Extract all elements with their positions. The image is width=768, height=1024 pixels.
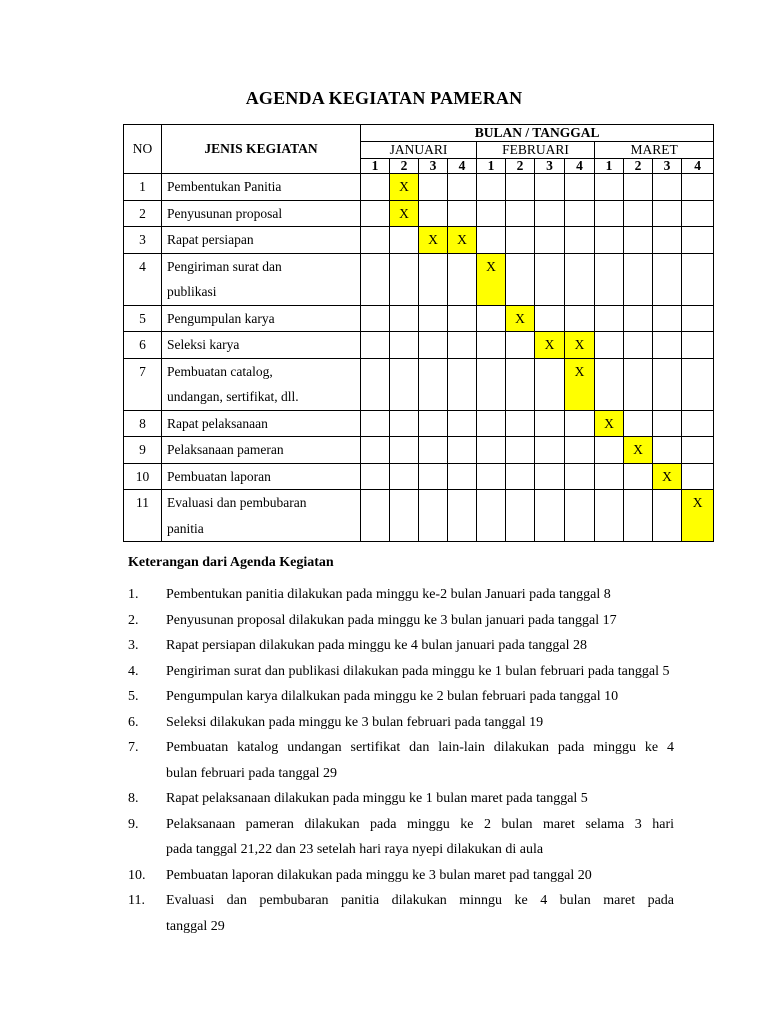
schedule-cell xyxy=(624,358,653,410)
schedule-cell xyxy=(361,305,390,332)
schedule-cell xyxy=(419,463,448,490)
schedule-cell xyxy=(682,332,714,359)
schedule-cell xyxy=(682,358,714,410)
schedule-cell xyxy=(390,463,419,490)
schedule-cell xyxy=(565,174,595,201)
schedule-cell xyxy=(682,253,714,305)
table-body xyxy=(124,174,714,542)
activity-line: Pengumpulan karya xyxy=(167,310,275,326)
schedule-cell xyxy=(535,358,565,410)
schedule-cell xyxy=(653,227,682,254)
schedule-cell xyxy=(624,174,653,201)
list-item-number: 2. xyxy=(128,612,139,628)
list-item-text: Pembentukan panitia dilakukan pada minggu ke-2 bulan Januari pada tanggal 8 xyxy=(166,587,611,602)
schedule-cell xyxy=(361,227,390,254)
schedule-cell xyxy=(477,305,506,332)
list-item-number: 8. xyxy=(128,791,139,806)
activity-line: Pengiriman surat dan xyxy=(167,258,282,274)
schedule-cell xyxy=(448,463,477,490)
schedule-cell xyxy=(624,463,653,490)
schedule-cell xyxy=(565,200,595,227)
schedule-cell xyxy=(682,227,714,254)
row-activity xyxy=(162,332,361,359)
header-week-6: 2 xyxy=(506,159,535,174)
schedule-mark: X xyxy=(506,305,535,332)
header-week-3: 3 xyxy=(419,159,448,174)
header-week-5: 1 xyxy=(477,159,506,174)
schedule-cell xyxy=(565,463,595,490)
schedule-mark: X xyxy=(419,227,448,254)
row-activity xyxy=(162,463,361,490)
schedule-mark: X xyxy=(595,410,624,437)
keterangan-list xyxy=(128,582,674,939)
schedule-cell xyxy=(682,463,714,490)
schedule-cell xyxy=(535,253,565,305)
schedule-cell xyxy=(595,305,624,332)
schedule-cell xyxy=(595,200,624,227)
list-item xyxy=(128,786,674,812)
list-item xyxy=(128,659,674,685)
list-item-number: 1. xyxy=(128,587,139,602)
list-item-text: Rapat persiapan dilakukan pada minggu ke 4 bulan januari pada tanggal 28 xyxy=(166,638,588,653)
schedule-cell xyxy=(390,253,419,305)
schedule-cell xyxy=(506,437,535,464)
schedule-cell xyxy=(419,305,448,332)
header-no: NO xyxy=(124,125,162,174)
schedule-cell xyxy=(477,332,506,359)
schedule-cell xyxy=(506,253,535,305)
activity-line: Seleksi karya xyxy=(167,337,240,352)
schedule-cell xyxy=(682,174,714,201)
row-number: 9 xyxy=(124,437,162,464)
schedule-cell xyxy=(390,332,419,359)
schedule-cell xyxy=(390,410,419,437)
activity-line: Pembuatan catalog, xyxy=(167,363,273,379)
schedule-cell xyxy=(477,410,506,437)
table-row xyxy=(124,227,714,254)
schedule-cell xyxy=(535,200,565,227)
schedule-cell xyxy=(506,200,535,227)
schedule-cell xyxy=(595,358,624,410)
list-item-text: Pengiriman surat dan publikasi dilakukan pada minggu ke 1 bulan februari pada tanggal 5 xyxy=(166,663,670,679)
list-item xyxy=(128,684,674,710)
schedule-cell xyxy=(624,332,653,359)
header-week-1: 1 xyxy=(361,159,390,174)
list-item-number: 3. xyxy=(128,638,139,653)
schedule-mark: X xyxy=(390,200,419,227)
schedule-mark: X xyxy=(653,463,682,490)
list-item-text: tanggal 29 xyxy=(166,918,225,934)
list-item xyxy=(128,608,674,634)
schedule-cell xyxy=(448,200,477,227)
schedule-cell xyxy=(535,463,565,490)
schedule-cell xyxy=(565,227,595,254)
header-week-2: 2 xyxy=(390,159,419,174)
schedule-cell xyxy=(682,410,714,437)
schedule-cell xyxy=(390,358,419,410)
schedule-cell xyxy=(506,174,535,201)
schedule-cell xyxy=(448,437,477,464)
schedule-cell xyxy=(419,332,448,359)
list-item-text: Pembuatan katalog undangan sertifikat dan lain-lain dilakukan pada minggu ke 4 xyxy=(166,740,674,755)
header-week-11: 3 xyxy=(653,159,682,174)
schedule-cell xyxy=(477,463,506,490)
header-week-7: 3 xyxy=(535,159,565,174)
schedule-cell xyxy=(535,305,565,332)
schedule-cell xyxy=(448,410,477,437)
schedule-cell xyxy=(535,490,565,542)
row-activity xyxy=(162,253,361,305)
row-number: 6 xyxy=(124,332,162,359)
schedule-mark: X xyxy=(535,332,565,359)
schedule-cell xyxy=(419,358,448,410)
header-week-8: 4 xyxy=(565,159,595,174)
list-item-number: 6. xyxy=(128,714,139,730)
schedule-cell xyxy=(390,227,419,254)
keterangan-title: Keterangan dari Agenda Kegiatan xyxy=(128,555,334,570)
list-item-number: 9. xyxy=(128,816,139,832)
schedule-cell xyxy=(361,490,390,542)
header-week-9: 1 xyxy=(595,159,624,174)
row-number: 1 xyxy=(124,174,162,201)
row-activity xyxy=(162,437,361,464)
list-item-number: 7. xyxy=(128,740,139,755)
row-activity xyxy=(162,200,361,227)
list-item-number: 5. xyxy=(128,689,139,704)
schedule-cell xyxy=(653,437,682,464)
schedule-cell xyxy=(595,253,624,305)
header-month-februari: FEBRUARI xyxy=(477,142,595,159)
row-number: 7 xyxy=(124,358,162,410)
list-item-text: Seleksi dilakukan pada minggu ke 3 bulan februari pada tanggal 19 xyxy=(166,714,544,730)
table-row xyxy=(124,174,714,201)
schedule-cell xyxy=(506,332,535,359)
row-number: 11 xyxy=(124,490,162,542)
schedule-cell xyxy=(565,305,595,332)
page-title: AGENDA KEGIATAN PAMERAN xyxy=(245,88,523,108)
schedule-cell xyxy=(682,305,714,332)
schedule-mark: X xyxy=(390,174,419,201)
schedule-cell xyxy=(419,200,448,227)
list-item-text: Pelaksanaan pameran dilakukan pada minggu ke 2 bulan maret selama 3 hari xyxy=(166,816,674,832)
list-item xyxy=(128,633,674,659)
schedule-cell xyxy=(448,332,477,359)
schedule-cell xyxy=(506,227,535,254)
header-week-4: 4 xyxy=(448,159,477,174)
schedule-cell xyxy=(535,437,565,464)
table-row xyxy=(124,463,714,490)
header-week-12: 4 xyxy=(682,159,714,174)
row-activity xyxy=(162,227,361,254)
schedule-cell xyxy=(653,200,682,227)
schedule-cell xyxy=(448,174,477,201)
schedule-cell xyxy=(390,490,419,542)
schedule-cell xyxy=(448,253,477,305)
schedule-cell xyxy=(506,463,535,490)
activity-line: Evaluasi dan pembubaran xyxy=(167,495,307,510)
schedule-cell xyxy=(390,437,419,464)
schedule-cell xyxy=(477,490,506,542)
list-item-number: 11. xyxy=(128,893,145,908)
table-row xyxy=(124,410,714,437)
list-item xyxy=(128,888,674,939)
schedule-cell xyxy=(595,490,624,542)
schedule-cell xyxy=(565,410,595,437)
schedule-cell xyxy=(477,437,506,464)
row-number: 4 xyxy=(124,253,162,305)
activity-line: panitia xyxy=(167,520,204,536)
schedule-cell xyxy=(653,253,682,305)
table-row xyxy=(124,332,714,359)
schedule-cell xyxy=(682,437,714,464)
schedule-cell xyxy=(448,358,477,410)
schedule-cell xyxy=(595,174,624,201)
schedule-cell xyxy=(653,332,682,359)
list-item-number: 4. xyxy=(128,663,139,679)
schedule-cell xyxy=(595,463,624,490)
list-item-text: Pembuatan laporan dilakukan pada minggu ke 3 bulan maret pad tanggal 20 xyxy=(166,867,592,883)
schedule-mark: X xyxy=(565,332,595,359)
schedule-mark: X xyxy=(477,253,506,305)
schedule-cell xyxy=(565,253,595,305)
header-month-maret: MARET xyxy=(595,142,714,159)
row-activity xyxy=(162,490,361,542)
list-item xyxy=(128,812,674,863)
schedule-cell xyxy=(477,227,506,254)
schedule-cell xyxy=(565,437,595,464)
schedule-cell xyxy=(477,200,506,227)
schedule-cell xyxy=(361,358,390,410)
schedule-cell xyxy=(624,253,653,305)
schedule-mark: X xyxy=(624,437,653,464)
schedule-cell xyxy=(624,490,653,542)
schedule-cell xyxy=(361,253,390,305)
activity-line: publikasi xyxy=(167,284,217,299)
table-row xyxy=(124,358,714,410)
agenda-table xyxy=(123,124,714,542)
schedule-cell xyxy=(595,227,624,254)
table-row xyxy=(124,305,714,332)
schedule-cell xyxy=(448,305,477,332)
table-row xyxy=(124,253,714,305)
schedule-cell xyxy=(624,227,653,254)
row-number: 2 xyxy=(124,200,162,227)
list-item xyxy=(128,735,674,786)
schedule-cell xyxy=(361,200,390,227)
schedule-cell xyxy=(419,437,448,464)
list-item-text: Penyusunan proposal dilakukan pada minggu ke 3 bulan januari pada tanggal 17 xyxy=(166,612,617,628)
list-item-text: Rapat pelaksanaan dilakukan pada minggu ke 1 bulan maret pada tanggal 5 xyxy=(166,791,588,806)
list-item-number: 10. xyxy=(128,867,146,883)
schedule-cell xyxy=(653,305,682,332)
list-item xyxy=(128,710,674,736)
activity-line: Rapat pelaksanaan xyxy=(167,415,268,431)
schedule-cell xyxy=(390,305,419,332)
schedule-cell xyxy=(565,490,595,542)
schedule-cell xyxy=(419,253,448,305)
schedule-cell xyxy=(624,410,653,437)
row-number: 10 xyxy=(124,463,162,490)
schedule-cell xyxy=(653,490,682,542)
schedule-cell xyxy=(624,200,653,227)
row-activity xyxy=(162,358,361,410)
table-header xyxy=(124,125,714,174)
list-item-text: Evaluasi dan pembubaran panitia dilakukan minngu ke 4 bulan maret pada xyxy=(166,893,674,908)
schedule-cell xyxy=(506,490,535,542)
row-number: 5 xyxy=(124,305,162,332)
header-bulan-tanggal: BULAN / TANGGAL xyxy=(361,125,714,142)
schedule-cell xyxy=(419,490,448,542)
schedule-cell xyxy=(361,463,390,490)
list-item xyxy=(128,863,674,889)
schedule-mark: X xyxy=(448,227,477,254)
table-row xyxy=(124,490,714,542)
row-number: 8 xyxy=(124,410,162,437)
schedule-cell xyxy=(535,174,565,201)
activity-line: undangan, sertifikat, dll. xyxy=(167,389,299,404)
schedule-cell xyxy=(361,332,390,359)
schedule-cell xyxy=(506,358,535,410)
activity-line: Pelaksanaan pameran xyxy=(167,442,284,457)
schedule-cell xyxy=(448,490,477,542)
row-activity xyxy=(162,410,361,437)
schedule-cell xyxy=(653,358,682,410)
header-week-10: 2 xyxy=(624,159,653,174)
list-item-text: pada tanggal 21,22 dan 23 setelah hari raya nyepi dilakukan di aula xyxy=(166,842,544,857)
schedule-cell xyxy=(535,410,565,437)
row-activity xyxy=(162,174,361,201)
schedule-cell xyxy=(477,358,506,410)
schedule-cell xyxy=(682,200,714,227)
schedule-cell xyxy=(477,174,506,201)
schedule-cell xyxy=(419,410,448,437)
header-month-januari: JANUARI xyxy=(361,142,477,159)
schedule-mark: X xyxy=(682,490,714,542)
schedule-cell xyxy=(506,410,535,437)
schedule-cell xyxy=(624,305,653,332)
schedule-cell xyxy=(653,174,682,201)
activity-line: Rapat persiapan xyxy=(167,232,254,247)
schedule-mark: X xyxy=(565,358,595,410)
schedule-cell xyxy=(361,437,390,464)
activity-line: Pembuatan laporan xyxy=(167,468,271,484)
header-jenis-kegiatan: JENIS KEGIATAN xyxy=(162,125,361,174)
table-row xyxy=(124,437,714,464)
schedule-cell xyxy=(653,410,682,437)
table-row xyxy=(124,200,714,227)
activity-line: Penyusunan proposal xyxy=(167,205,283,221)
schedule-cell xyxy=(419,174,448,201)
activity-line: Pembentukan Panitia xyxy=(167,179,282,194)
schedule-cell xyxy=(361,174,390,201)
schedule-cell xyxy=(595,332,624,359)
list-item xyxy=(128,582,674,608)
schedule-cell xyxy=(535,227,565,254)
schedule-cell xyxy=(595,437,624,464)
list-item-text: bulan februari pada tanggal 29 xyxy=(166,765,338,781)
list-item-text: Pengumpulan karya dilalkukan pada minggu ke 2 bulan februari pada tanggal 10 xyxy=(166,689,619,704)
row-number: 3 xyxy=(124,227,162,254)
row-activity xyxy=(162,305,361,332)
schedule-cell xyxy=(361,410,390,437)
